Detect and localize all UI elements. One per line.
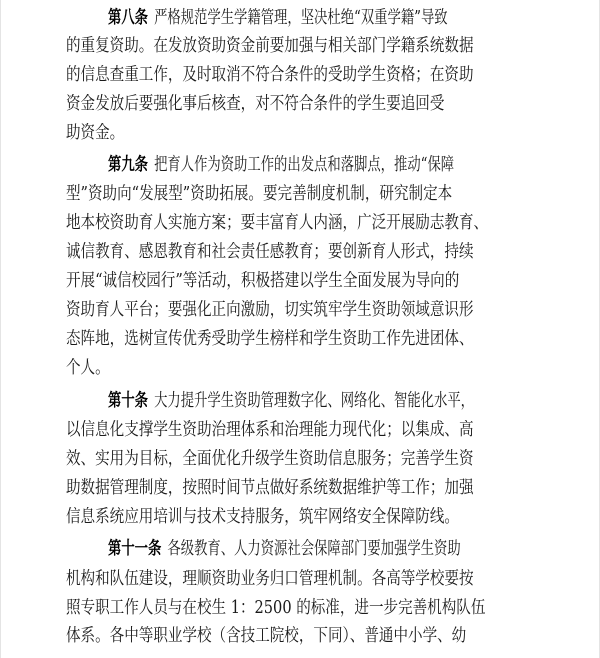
- article-number: 第九条: [108, 155, 148, 175]
- line-text: 信息系统应用培训与技术支持服务，筑牢网络安全保障防线。: [66, 507, 459, 527]
- line-text: 效、实用为目标，全面优化升级学生资助信息服务；完善学生资: [66, 449, 474, 469]
- line-text: 以信息化支撑学生资助治理体系和治理能力现代化；以集成、高: [66, 420, 474, 440]
- line-text: 把育人作为资助工作的出发点和落脚点，推动“保障: [154, 155, 455, 175]
- text-line: [66, 500, 565, 534]
- article-number: 第十一条: [108, 539, 162, 559]
- line-text: 照专职工作人员与在校生 1：2500 的标准，进一步完善机构队伍: [66, 598, 486, 618]
- line-text: 资助育人平台；要强化正向激励，切实筑牢学生资助领域意识形: [66, 300, 474, 320]
- line-text: 资金发放后要强化事后核查，对不符合条件的学生要追回受: [66, 94, 445, 114]
- line-text: 体系。各中等职业学校（含技工院校，下同）、普通中小学、幼: [66, 626, 467, 646]
- text-line: [66, 116, 565, 150]
- line-text: 诚信教育、感恩教育和社会责任感教育；要创新育人形式，持续: [66, 242, 474, 262]
- article-number: 第十条: [108, 391, 148, 411]
- line-text: 助资金。: [66, 123, 125, 143]
- line-text: 助数据管理制度，按照时间节点做好系统数据维护等工作；加强: [66, 478, 474, 498]
- text-line: [66, 351, 565, 385]
- line-text: 大力提升学生资助管理数字化、网络化、智能化水平，: [154, 391, 474, 411]
- line-text: 个人。: [66, 358, 110, 378]
- line-text: 机构和队伍建设，理顺资助业务归口管理机制。各高等学校要按: [66, 569, 474, 589]
- line-text: 型”资助向“发展型”资助拓展。要完善制度机制，研究制定本: [66, 184, 453, 204]
- line-text: 开展“诚信校园行”等活动，积极搭建以学生全面发展为导向的: [66, 271, 460, 291]
- article-number: 第八条: [108, 8, 148, 28]
- line-text: 的信息查重工作，及时取消不符合条件的受助学生资格；在资助: [66, 65, 474, 85]
- text-line: [108, 532, 565, 566]
- page-left-edge: [0, 0, 1, 658]
- text-line: [66, 619, 565, 653]
- line-text: 地本校资助育人实施方案；要丰富育人内涵，广泛开展励志教育、: [66, 213, 489, 233]
- line-text: 态阵地，选树宣传优秀受助学生榜样和学生资助工作先进团体、: [66, 329, 474, 349]
- line-text: 严格规范学生学籍管理，坚决杜绝“双重学籍”导致: [154, 8, 448, 28]
- line-text: 的重复资助。在发放资助资金前要加强与相关部门学籍系统数据: [66, 36, 474, 56]
- line-text: 各级教育、人力资源社会保障部门要加强学生资助: [167, 539, 461, 559]
